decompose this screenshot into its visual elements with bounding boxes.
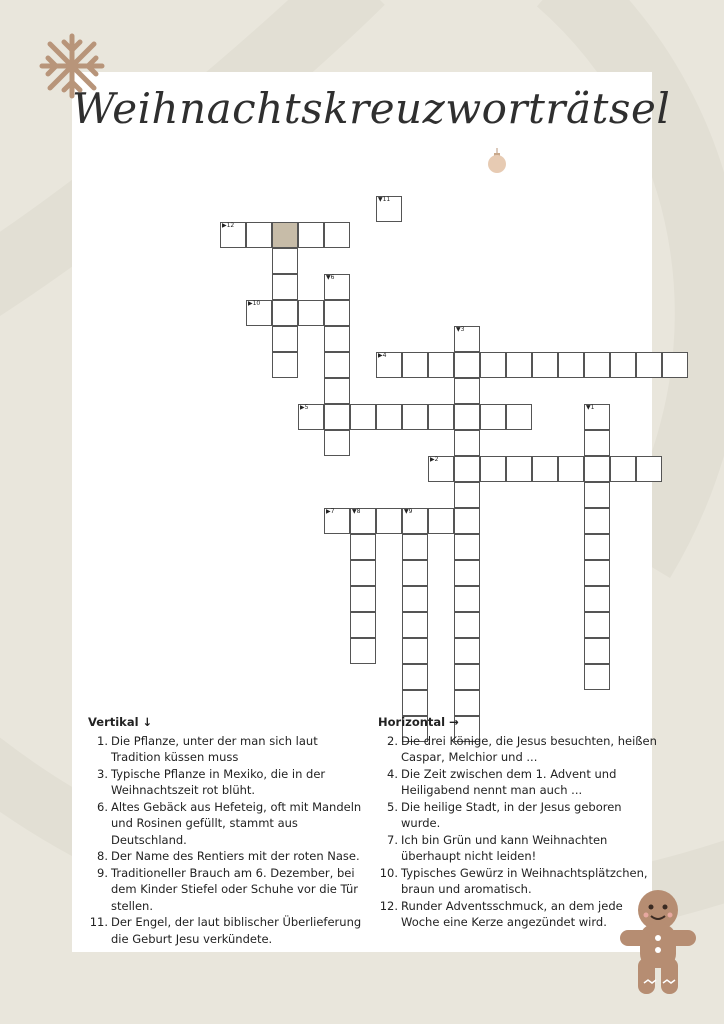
crossword-cell[interactable]	[350, 638, 376, 664]
crossword-cell[interactable]	[584, 404, 610, 430]
clue-horizontal-4	[378, 766, 658, 799]
cell-number: ▼3	[456, 326, 465, 333]
crossword-cell[interactable]	[402, 352, 428, 378]
crossword-cell[interactable]	[558, 456, 584, 482]
crossword-cell[interactable]	[454, 352, 480, 378]
crossword-cell[interactable]	[272, 274, 298, 300]
crossword-cell[interactable]	[454, 612, 480, 638]
crossword-cell[interactable]	[376, 352, 402, 378]
clue-number: 5.	[387, 799, 398, 814]
crossword-cell[interactable]	[402, 638, 428, 664]
crossword-cell[interactable]	[272, 248, 298, 274]
crossword-cell[interactable]	[584, 560, 610, 586]
clue-text: Ich bin Grün und kann Weihnachten überhaupt nicht leiden!	[401, 832, 608, 863]
clue-number: 4.	[387, 766, 398, 781]
clue-vertical-6	[88, 799, 368, 849]
clue-vertical-9	[88, 865, 368, 915]
clue-text: Die heilige Stadt, in der Jesus geboren wurde.	[401, 799, 622, 830]
clue-number: 12.	[379, 898, 398, 913]
crossword-cell[interactable]	[454, 430, 480, 456]
snowflake-icon	[36, 30, 108, 102]
crossword-cell[interactable]	[428, 352, 454, 378]
crossword-cell[interactable]	[220, 222, 246, 248]
crossword-cell[interactable]	[584, 612, 610, 638]
clue-number: 1.	[97, 733, 108, 748]
crossword-cell[interactable]	[454, 638, 480, 664]
crossword-cell[interactable]	[454, 560, 480, 586]
crossword-cell[interactable]	[584, 664, 610, 690]
crossword-cell[interactable]	[584, 456, 610, 482]
vertical-heading: Vertikal ↓	[88, 715, 153, 729]
crossword-cell[interactable]	[298, 300, 324, 326]
cell-number: ▼6	[326, 274, 335, 281]
crossword-cell[interactable]	[454, 378, 480, 404]
clue-text: Altes Gebäck aus Hefeteig, oft mit Mandeln und Rosinen gefüllt, stammt aus Deutschland.	[111, 799, 362, 847]
crossword-cell[interactable]	[610, 352, 636, 378]
crossword-cell[interactable]	[324, 508, 350, 534]
cell-number: ▼9	[404, 508, 413, 515]
cell-number: ▶7	[326, 508, 335, 515]
crossword-cell[interactable]	[298, 404, 324, 430]
clue-text: Die Pflanze, unter der man sich laut Tradition küssen muss	[111, 733, 318, 764]
clue-number: 7.	[387, 832, 398, 847]
crossword-cell[interactable]	[584, 482, 610, 508]
crossword-cell[interactable]	[584, 430, 610, 456]
crossword-cell[interactable]	[610, 456, 636, 482]
crossword-cell[interactable]	[662, 352, 688, 378]
ornament-icon	[487, 148, 507, 174]
crossword-cell[interactable]	[324, 378, 350, 404]
crossword-cell[interactable]	[246, 222, 272, 248]
crossword-cell[interactable]	[402, 534, 428, 560]
cell-number: ▶5	[300, 404, 309, 411]
crossword-cell[interactable]	[428, 456, 454, 482]
crossword-cell[interactable]	[454, 664, 480, 690]
crossword-cell[interactable]	[584, 508, 610, 534]
crossword-cell[interactable]	[454, 534, 480, 560]
crossword-cell[interactable]	[402, 560, 428, 586]
horizontal-clues	[378, 714, 658, 931]
cell-number: ▶12	[222, 222, 235, 229]
clue-text: Die drei Könige, die Jesus besuchten, heißen Caspar, Melchior und ...	[401, 733, 657, 764]
crossword-cell[interactable]	[428, 404, 454, 430]
crossword-cell[interactable]	[324, 274, 350, 300]
clue-vertical-8	[88, 848, 368, 865]
clue-vertical-11	[88, 914, 368, 947]
crossword-cell[interactable]	[272, 222, 298, 248]
clue-number: 8.	[97, 849, 108, 863]
clue-number: 11.	[89, 915, 108, 929]
clue-text: Typische Pflanze in Mexiko, die in der Weihnachtszeit rot blüht.	[111, 766, 326, 797]
cell-number: ▶2	[430, 456, 439, 463]
crossword-cell[interactable]	[272, 326, 298, 352]
crossword-cell[interactable]	[402, 612, 428, 638]
crossword-cell[interactable]	[480, 352, 506, 378]
crossword-cell[interactable]	[246, 300, 272, 326]
crossword-cell[interactable]	[454, 404, 480, 430]
crossword-cell[interactable]	[558, 352, 584, 378]
crossword-cell[interactable]	[454, 586, 480, 612]
crossword-cell[interactable]	[480, 456, 506, 482]
crossword-cell[interactable]	[324, 430, 350, 456]
clue-text: Traditioneller Brauch am 6. Dezember, bei dem Kinder Stiefel oder Schuhe vor die Tür stellen.	[111, 865, 358, 913]
crossword-cell[interactable]	[272, 300, 298, 326]
clue-number: 3.	[97, 766, 108, 781]
crossword-cell[interactable]	[636, 456, 662, 482]
crossword-cell[interactable]	[376, 404, 402, 430]
crossword-cell[interactable]	[636, 352, 662, 378]
cell-number: ▼1	[586, 404, 595, 411]
crossword-cell[interactable]	[350, 508, 376, 534]
crossword-cell[interactable]	[324, 300, 350, 326]
crossword-cell[interactable]	[350, 560, 376, 586]
cell-number: ▼8	[352, 508, 361, 515]
crossword-cell[interactable]	[402, 586, 428, 612]
crossword-cell[interactable]	[584, 352, 610, 378]
clue-horizontal-2	[378, 733, 658, 766]
clue-number: 9.	[97, 865, 108, 880]
clue-horizontal-12	[378, 898, 658, 931]
clue-number: 10.	[379, 865, 398, 880]
crossword-cell[interactable]	[402, 508, 428, 534]
crossword-cell[interactable]	[506, 456, 532, 482]
clue-vertical-1	[88, 733, 368, 766]
crossword-cell[interactable]	[480, 404, 506, 430]
crossword-cell[interactable]	[584, 534, 610, 560]
clue-number: 2.	[387, 733, 398, 748]
horizontal-heading: Horizontal →	[378, 715, 459, 729]
cell-number: ▶4	[378, 352, 387, 359]
crossword-cell[interactable]	[350, 612, 376, 638]
crossword-cell[interactable]	[402, 664, 428, 690]
crossword-cell[interactable]	[454, 326, 480, 352]
cell-number: ▶10	[248, 300, 261, 307]
clue-number: 6.	[97, 799, 108, 814]
clue-vertical-3	[88, 766, 368, 799]
crossword-cell[interactable]	[506, 404, 532, 430]
crossword-cell[interactable]	[324, 222, 350, 248]
crossword-cell[interactable]	[298, 222, 324, 248]
crossword-cell[interactable]	[402, 404, 428, 430]
crossword-cell[interactable]	[454, 456, 480, 482]
vertical-clues	[88, 714, 368, 947]
crossword-cell[interactable]	[324, 352, 350, 378]
crossword-cell[interactable]	[324, 404, 350, 430]
crossword-cell[interactable]	[454, 508, 480, 534]
crossword-cell[interactable]	[428, 508, 454, 534]
crossword-cell[interactable]	[272, 352, 298, 378]
crossword-cell[interactable]	[324, 326, 350, 352]
crossword-cell[interactable]	[584, 586, 610, 612]
crossword-cell[interactable]	[584, 638, 610, 664]
clue-horizontal-5	[378, 799, 658, 832]
clue-horizontal-10	[378, 865, 658, 898]
crossword-cell[interactable]	[532, 456, 558, 482]
clue-text: Runder Adventsschmuck, an dem jede Woche eine Kerze angezündet wird.	[401, 898, 623, 929]
crossword-cell[interactable]	[376, 196, 402, 222]
clue-horizontal-7	[378, 832, 658, 865]
crossword-cell[interactable]	[402, 690, 428, 716]
crossword-cell[interactable]	[350, 404, 376, 430]
crossword-cell[interactable]	[532, 352, 558, 378]
clue-text: Die Zeit zwischen dem 1. Advent und Heiligabend nennt man auch ...	[401, 766, 617, 797]
crossword-cell[interactable]	[350, 534, 376, 560]
page-title: Weihnachtskreuzworträtsel	[72, 84, 671, 133]
crossword-cell[interactable]	[376, 508, 402, 534]
crossword-cell[interactable]	[350, 586, 376, 612]
clue-text: Typisches Gewürz in Weihnachtsplätzchen, braun und aromatisch.	[401, 865, 648, 896]
clue-text: Der Name des Rentiers mit der roten Nase.	[111, 849, 360, 863]
crossword-cell[interactable]	[506, 352, 532, 378]
cell-number: ▼11	[378, 196, 391, 203]
clue-text: Der Engel, der laut biblischer Überlieferung die Geburt Jesu verkündete.	[111, 915, 362, 946]
crossword-cell[interactable]	[454, 482, 480, 508]
crossword-cell[interactable]	[454, 690, 480, 716]
